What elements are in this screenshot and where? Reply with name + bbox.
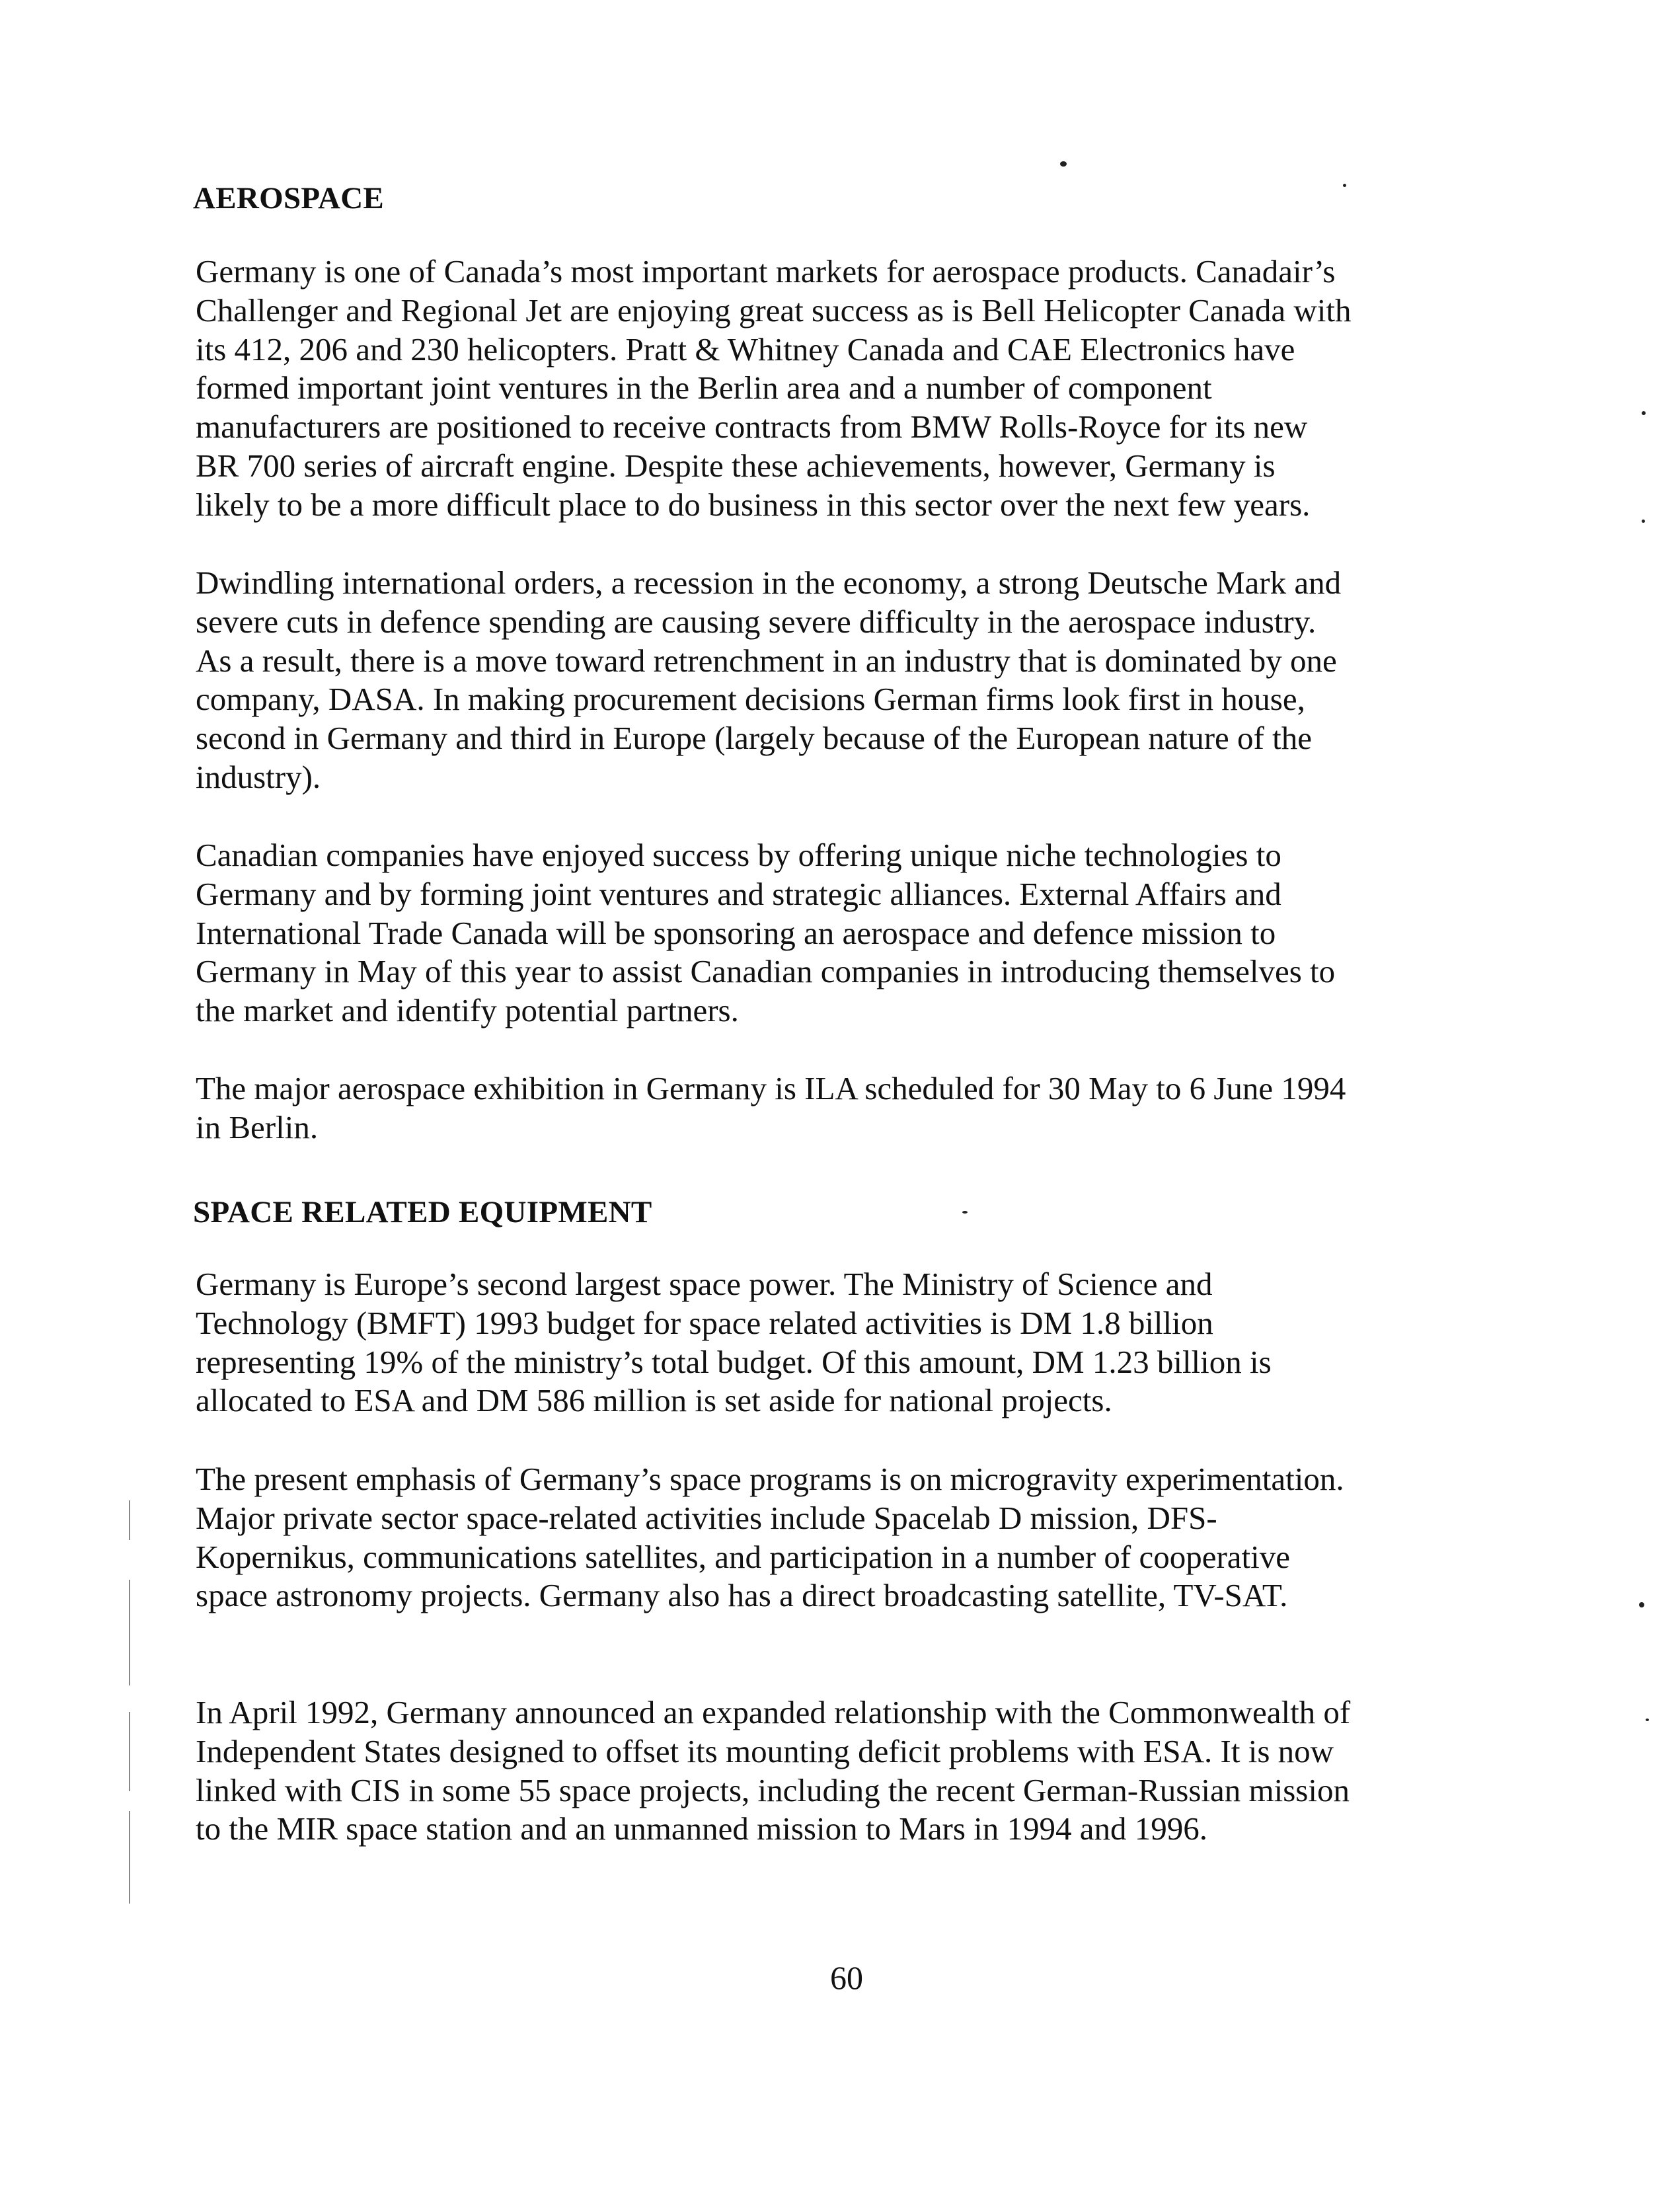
paragraph-aerospace-markets: Germany is one of Canada’s most important markets for aerospace products. Canadair’s Challenger and Regional Jet are enjoying great success as is Bell Helicopter Canada with its 412, 206 and 230 helicopters. Pratt & Whitney Canada and CAE Electronics have formed important joint ventures in the Berlin area and a number of component manufacturers are positioned to receive contracts from BMW Rolls-Royce for its new BR 700 series of aircraft engine. Despite these achievements, however, Germany is likely to be a more difficult place to do business in this sector over the next few years. [196,253,1352,523]
scan-speck [1646,1719,1649,1721]
scan-speck [1639,1602,1644,1607]
scan-margin-mark [129,1712,130,1791]
paragraph-ila-exhibition: The major aerospace exhibition in Germany is ILA scheduled for 30 May to 6 June 1994 in Berlin. [196,1070,1346,1145]
scan-margin-mark [129,1580,130,1685]
scan-speck [1343,184,1346,187]
paragraph-space-power-budget: Germany is Europe’s second largest space power. The Ministry of Science and Technology (BMFT) 1993 budget for space related activities is DM 1.8 billion representing 19% of the ministry’s total budget. Of this amount, DM 1.23 billion is allocated to ESA and DM 586 million is set aside for national projects. [196,1266,1272,1419]
scan-margin-mark [129,1811,130,1904]
section-heading-space-related-equipment: SPACE RELATED EQUIPMENT [193,1195,652,1229]
page-number: 60 [830,1959,863,1996]
scan-speck [1642,411,1646,415]
paragraph-cis-relationship: In April 1992, Germany announced an expanded relationship with the Commonwealth of Independent States designed to offset its mounting deficit problems with ESA. It is now linked with CIS in some 55 space projects, including the recent German-Russian mission to the MIR space station and an unmanned mission to Mars in 1994 and 1996. [196,1694,1351,1847]
section-heading-aerospace: AEROSPACE [193,181,385,215]
paragraph-space-programs-emphasis: The present emphasis of Germany’s space programs is on microgravity experimentation. Major private sector space-related activities include Spacelab D mission, DFS- Kopernikus, communications satellites, and participation in a number of cooperative space astronomy projects. Germany also has a direct broadcasting satellite, TV-SAT. [196,1461,1344,1614]
paragraph-aerospace-industry-difficulty: Dwindling international orders, a recession in the economy, a strong Deutsche Mark and severe cuts in defence spending are causing severe difficulty in the aerospace industry. As a result, there is a move toward retrenchment in an industry that is dominated by one company, DASA. In making procurement decisions German firms look first in house, second in Germany and third in Europe (largely because of the European nature of the industry). [196,564,1342,795]
scan-speck [962,1211,968,1214]
paragraph-canadian-companies-success: Canadian companies have enjoyed success by offering unique niche technologies to Germany and by forming joint ventures and strategic alliances. External Affairs and International Trade Canada will be sponsoring an aerospace and defence mission to Germany in May of this year to assist Canadian companies in introducing themselves to the market and identify potential partners. [196,837,1336,1029]
scan-speck [1060,161,1067,167]
scan-speck [1642,520,1645,523]
scan-margin-mark [129,1500,130,1540]
